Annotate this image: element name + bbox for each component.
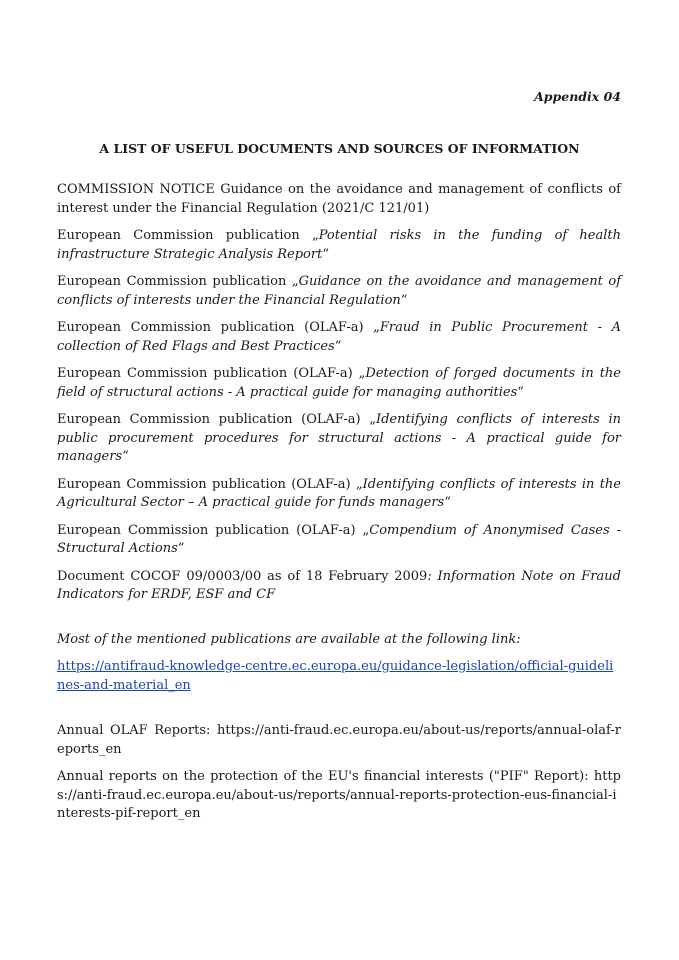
entry-title: : Information Note on Fraud Indicators for ERDF, ESF and CF [57, 568, 621, 602]
entry-text: COMMISSION NOTICE Guidance on the avoidance and management of conflicts of interest under the Financial Regulation (2021/C 121/01) [57, 182, 621, 216]
list-item [57, 522, 621, 559]
list-item [57, 411, 621, 467]
list-item [57, 181, 621, 218]
entry-title: Compendium of Anonymised Cases - Structural Actions [57, 522, 621, 556]
publications-link[interactable]: https://antifraud-knowledge-centre.ec.europa.eu/guidance-legislation/official-guidelines-and-material_en [57, 659, 614, 693]
list-item [57, 273, 621, 310]
document-list [57, 181, 621, 833]
entry-suffix: “ [177, 541, 185, 556]
entry-title: Identifying conflicts of interests in the Agricultural Sector – A practical guide for funds managers [57, 476, 621, 510]
report-url: https://anti-fraud.ec.europa.eu/about-us/reports/annual-reports-protection-eus-financial-interests-pif-report_en [57, 769, 621, 821]
entry-text: European Commission publication „ [57, 228, 319, 243]
entry-title: Identifying conflicts of interests in public procurement procedures for structural actions - A practical guide for managers [57, 412, 621, 464]
entry-title: Guidance on the avoidance and management of conflicts of interests under the Financial Regulation [57, 274, 621, 308]
availability-note: Most of the mentioned publications are available at the following link: [57, 631, 521, 647]
entry-suffix: “ [444, 495, 451, 510]
report-label: Annual reports on the protection of the EU's financial interests ("PIF" Report): [57, 769, 594, 784]
entry-text: European Commission publication (OLAF-a) „ [57, 412, 376, 427]
entry-suffix: “ [322, 246, 329, 262]
olaf-reports-entry [57, 722, 621, 759]
entry-text: European Commission publication (OLAF-a) „ [57, 320, 380, 335]
appendix-label: Appendix 04 [534, 89, 621, 104]
entry-title: Fraud in Public Procurement - A collection of Red Flags and Best Practices [57, 320, 622, 354]
entry-text: Document COCOF 09/0003/00 as of 18 February 2009 [57, 568, 428, 584]
entry-title: Potential risks in the funding of health infrastructure Strategic Analysis Report [57, 228, 622, 262]
entry-text: European Commission publication (OLAF-a) „ [57, 522, 370, 538]
entry-title: Detection of forged documents in the field of structural actions - A practical guide for managing authorities [57, 366, 622, 400]
list-item [57, 568, 621, 605]
entry-suffix: “ [122, 449, 129, 464]
entry-text: European Commission publication „ [57, 274, 299, 289]
list-item [57, 227, 621, 264]
pif-reports-entry [57, 768, 621, 824]
entry-text: European Commission publication (OLAF-a) „ [57, 366, 366, 381]
report-url: https://anti-fraud.ec.europa.eu/about-us/reports/annual-olaf-reports_en [57, 723, 621, 757]
entry-suffix: “ [334, 338, 342, 354]
list-item [57, 319, 621, 356]
report-label: Annual OLAF Reports: [57, 723, 217, 738]
list-item [57, 476, 621, 513]
entry-suffix: “ [517, 384, 524, 400]
page-title: A LIST OF USEFUL DOCUMENTS AND SOURCES OF INFORMATION [99, 141, 580, 156]
entry-suffix: “ [400, 292, 408, 308]
entry-text: European Commission publication (OLAF-a) „ [57, 476, 363, 492]
list-item [57, 365, 621, 402]
